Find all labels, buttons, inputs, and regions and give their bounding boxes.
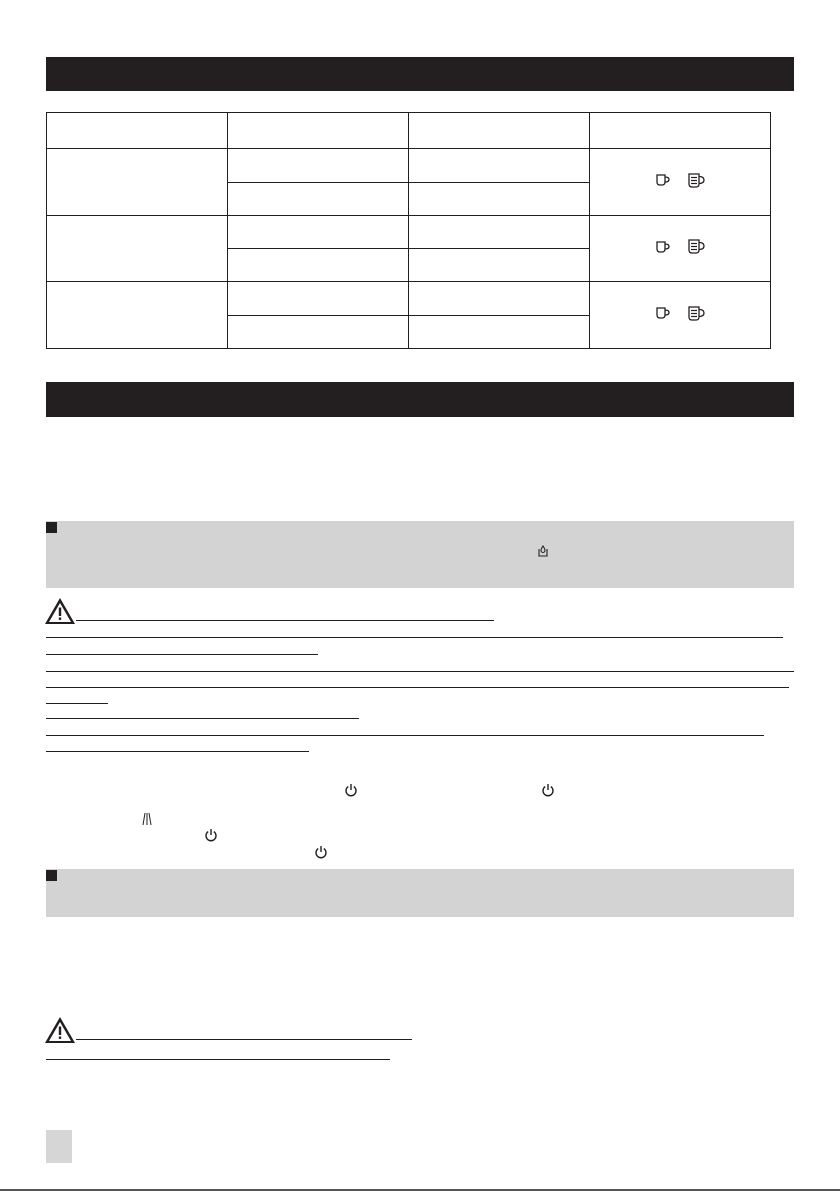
info-box-second <box>46 869 794 917</box>
text-underline <box>46 703 108 704</box>
table-cell-cups <box>590 282 771 349</box>
table-cell <box>228 282 409 315</box>
mug-icon <box>688 173 705 188</box>
table-row <box>47 282 771 315</box>
text-underline <box>46 718 359 719</box>
mug-icon <box>688 306 705 321</box>
text-underline <box>46 751 309 752</box>
info-box-descale <box>46 521 794 588</box>
espresso-cup-icon <box>656 174 670 186</box>
bullet-square <box>46 522 57 533</box>
table-cell <box>409 282 590 315</box>
descale-icon <box>536 544 550 563</box>
table-cell <box>409 249 590 282</box>
table-cell <box>409 215 590 248</box>
section-header-bar-middle <box>46 382 794 417</box>
table-cell <box>47 215 228 282</box>
steam-icon <box>141 812 153 831</box>
table-cell <box>409 182 590 215</box>
table-cell <box>409 315 590 348</box>
warning-triangle-icon <box>44 1016 76 1049</box>
table-cell <box>228 182 409 215</box>
espresso-cup-icon <box>656 307 670 319</box>
table-row <box>47 215 771 248</box>
warning-heading-underline <box>76 620 494 621</box>
table-header-cell <box>590 113 771 149</box>
table-cell <box>47 149 228 216</box>
power-icon <box>541 783 555 797</box>
table-header-row <box>47 113 771 149</box>
mug-icon <box>688 239 705 254</box>
table-header-cell <box>409 113 590 149</box>
table-cell <box>228 315 409 348</box>
warning-triangle-icon <box>44 597 76 630</box>
warning-heading-underline <box>76 1039 412 1040</box>
power-icon <box>204 828 218 842</box>
text-underline <box>46 1059 390 1060</box>
page-number-tab <box>46 1130 72 1163</box>
table-cell-cups <box>590 215 771 282</box>
text-underline <box>46 654 318 655</box>
text-underline <box>46 735 764 736</box>
table-cell <box>228 149 409 182</box>
section-header-bar-top <box>46 57 794 91</box>
power-icon <box>344 783 358 797</box>
espresso-cup-icon <box>656 241 670 253</box>
table-cell <box>228 249 409 282</box>
settings-table <box>46 112 771 349</box>
table-cell <box>47 282 228 349</box>
text-underline <box>46 687 789 688</box>
bullet-square <box>46 870 57 881</box>
table-cell <box>228 215 409 248</box>
table-row <box>47 149 771 182</box>
table-cell-cups <box>590 149 771 216</box>
bottom-edge-strip <box>0 1189 840 1191</box>
power-icon <box>314 845 328 859</box>
table-header-cell <box>228 113 409 149</box>
table-cell <box>409 149 590 182</box>
text-underline <box>46 637 783 638</box>
table-header-cell <box>47 113 228 149</box>
text-underline <box>46 671 794 672</box>
